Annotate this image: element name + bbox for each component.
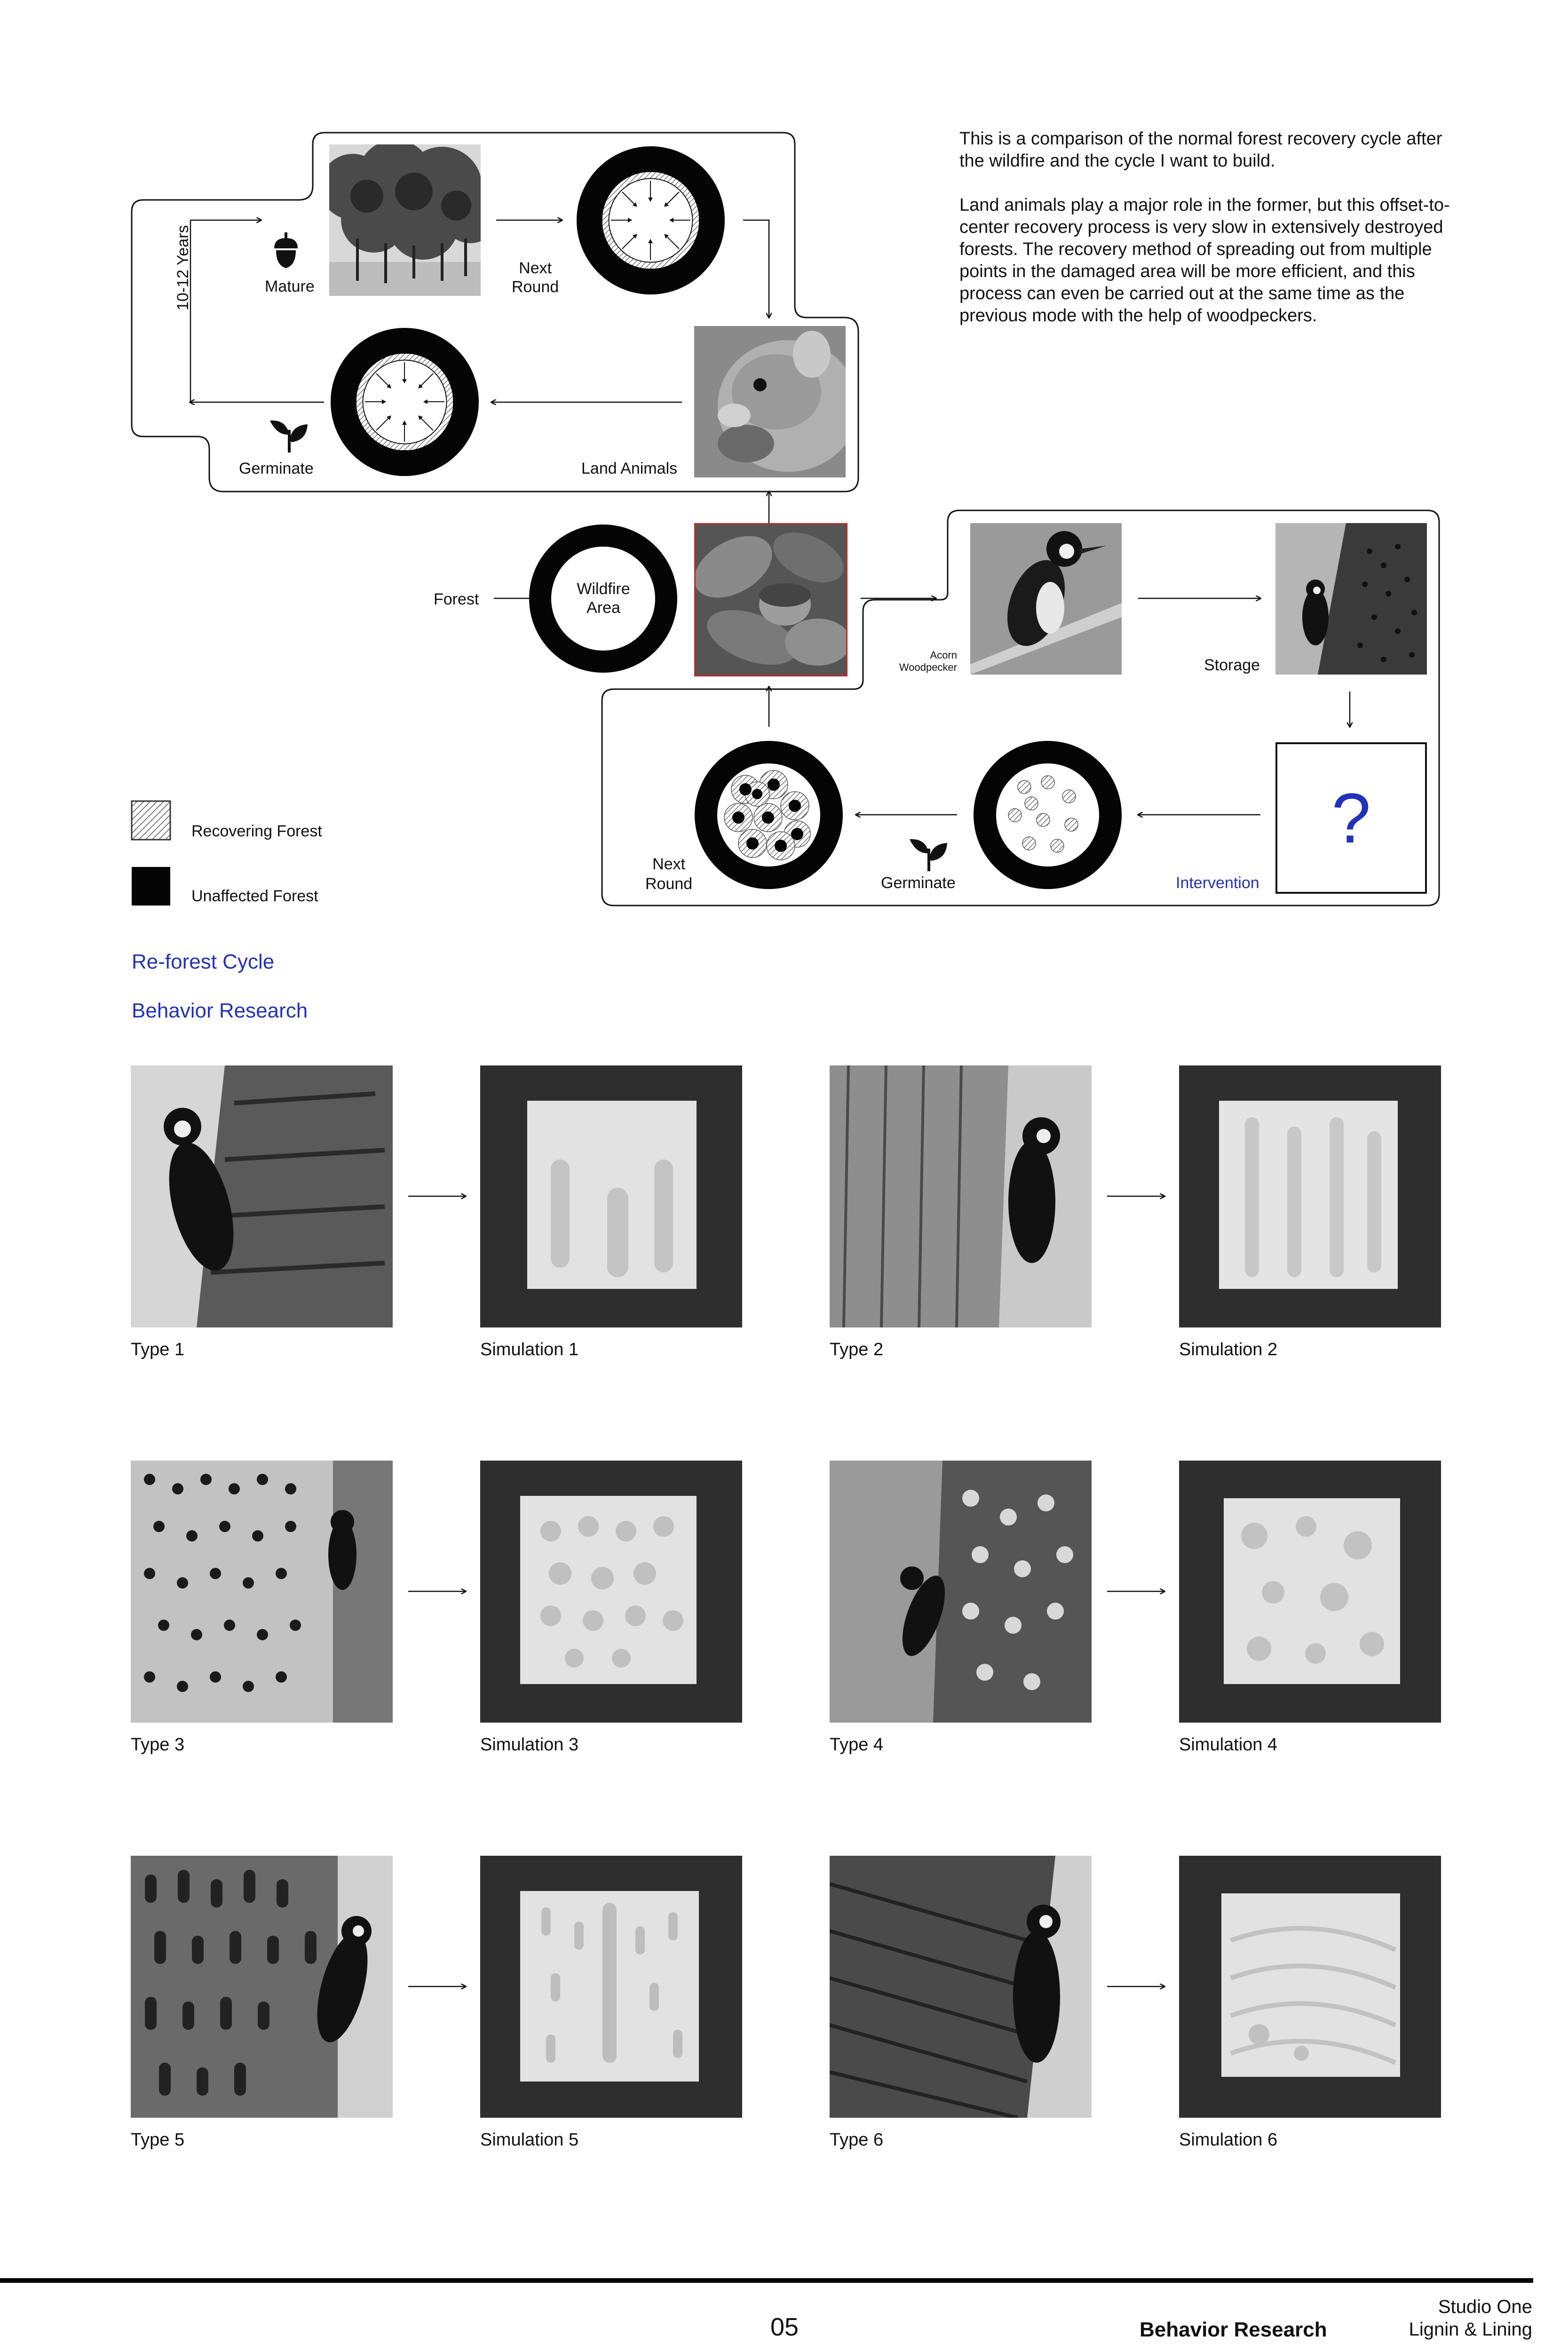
wildfire-label: Wildfire Area	[577, 580, 630, 617]
forest-label: Forest	[434, 590, 479, 608]
footer-title: Behavior Research	[1140, 2318, 1327, 2341]
acorn-woodpecker-label: Acorn Woodpecker	[899, 649, 957, 673]
sprout-icon	[267, 416, 309, 453]
simulation-caption-1: Simulation 1	[480, 1340, 579, 1359]
inward-arrows-left	[356, 354, 453, 450]
simulation-caption-5: Simulation 5	[480, 2130, 579, 2150]
germinate-label-top: Germinate	[239, 460, 314, 477]
type-caption-2: Type 2	[830, 1340, 884, 1359]
scattered-seeds	[996, 763, 1099, 866]
inward-arrows-top	[602, 172, 699, 269]
type-caption-4: Type 4	[830, 1735, 884, 1755]
simulation-caption-4: Simulation 4	[1179, 1735, 1278, 1755]
footer-studio-block	[1409, 2296, 1532, 2341]
germinate-label-bottom: Germinate	[881, 874, 956, 892]
simulation-caption-6: Simulation 6	[1179, 2130, 1278, 2150]
question-mark: ?	[1331, 779, 1371, 858]
studio-name: Studio One	[1438, 2296, 1532, 2317]
simulation-caption-2: Simulation 2	[1179, 1340, 1278, 1359]
reforest-cycle-title: Re-forest Cycle	[132, 950, 275, 973]
next-round-label-bottom: Next Round	[645, 855, 693, 893]
woodpecker-photo	[970, 523, 1122, 675]
mature-trees-photo	[329, 144, 481, 296]
type-caption-3: Type 3	[131, 1735, 185, 1755]
storage-photo	[1275, 523, 1427, 675]
land-animals-label: Land Animals	[581, 460, 678, 477]
intervention-label: Intervention	[1176, 874, 1259, 892]
mature-label: Mature	[265, 278, 315, 295]
storage-label: Storage	[1204, 656, 1260, 674]
type-caption-6: Type 6	[830, 2130, 884, 2150]
intro-paragraph-2: Land animals play a major role in the former, but this offset-to-center recovery process is very slow in extensively destroyed forests. The recovery method of spreading out from multiple points in the damaged area will be more efficient, and this process can even be carried out at the same time as the previous mode with the help of woodpeckers.	[959, 195, 1450, 326]
page-number: 05	[770, 2313, 799, 2341]
intervention-box	[1275, 742, 1427, 894]
behavior-research-title: Behavior Research	[132, 999, 308, 1022]
legend-hatch-swatch	[132, 801, 170, 840]
type-caption-1: Type 1	[131, 1340, 185, 1359]
legend-solid-swatch	[132, 867, 170, 906]
type-caption-5: Type 5	[131, 2130, 185, 2150]
simulation-caption-3: Simulation 3	[480, 1735, 579, 1755]
project-name: Lignin & Lining	[1409, 2319, 1532, 2340]
years-label: 10-12 Years	[174, 225, 192, 310]
acorn-photo	[694, 523, 847, 676]
footer-rule	[0, 2278, 1533, 2283]
legend-recovering-label: Recovering Forest	[191, 822, 322, 840]
squirrel-photo	[694, 326, 846, 477]
sprout-icon-bottom	[907, 834, 949, 872]
next-round-label-top: Next Round	[512, 259, 559, 296]
legend-unaffected-label: Unaffected Forest	[191, 887, 318, 905]
grid-arrows	[0, 1035, 1568, 2140]
intro-paragraph-1: This is a comparison of the normal forest recovery cycle after the wildfire and the cycle I want to build.	[959, 129, 1442, 171]
clustered-seeds	[717, 763, 820, 866]
acorn-icon	[272, 231, 300, 269]
